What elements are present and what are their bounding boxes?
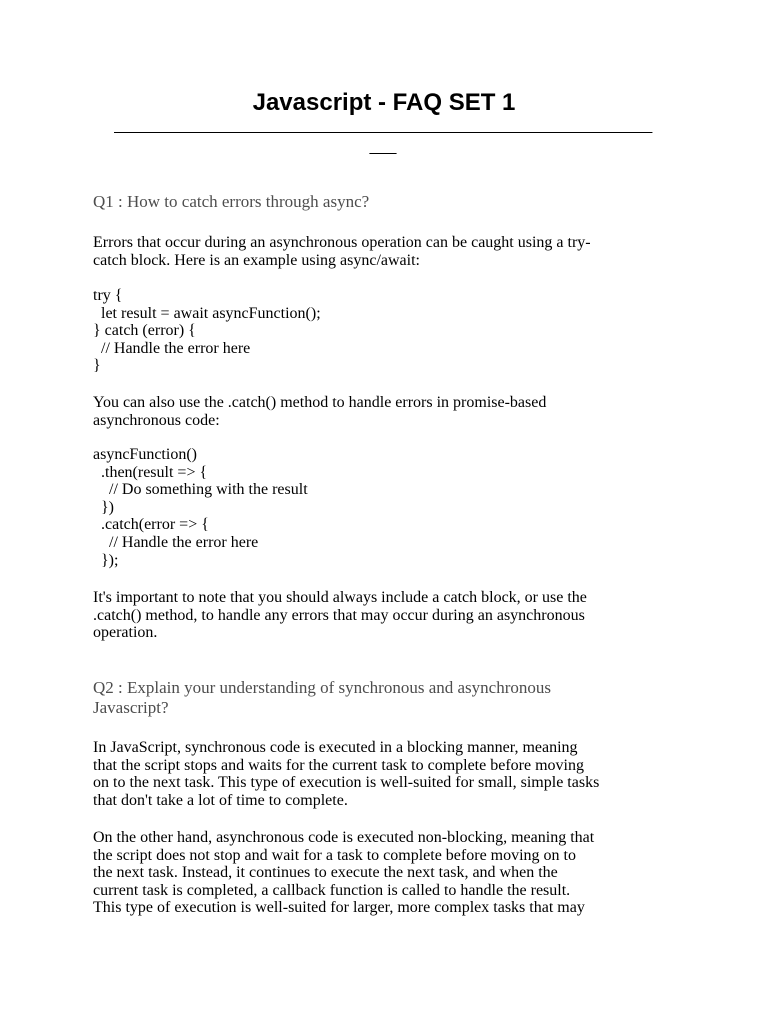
title-underline: ________________________________________________________________	[114, 117, 652, 134]
q1-try-catch-code: try { let result = await asyncFunction(); } catch (error) { // Handle the error here }	[93, 287, 321, 375]
q2-synchronous-paragraph: In JavaScript, synchronous code is executed in a blocking manner, meaning that the script stops and waits for the current task to complete before moving on to the next task. This type of execution is well-suited for small, simple tasks that don't take a lot of time to complete.	[93, 739, 600, 809]
q1-promise-code: asyncFunction() .then(result => { // Do something with the result }) .catch(error => { // Handle the error here });	[93, 446, 308, 569]
q2-asynchronous-paragraph: On the other hand, asynchronous code is executed non-blocking, meaning that the script does not stop and wait for a task to complete before moving on to the next task. Instead, it continues to execute the next task, and when the current task is completed, a callback function is called to handle the result. This type of execution is well-suited for larger, more complex tasks that may	[93, 829, 595, 917]
document-page	[93, 0, 675, 1024]
q1-question: Q1 : How to catch errors through async?	[93, 192, 370, 211]
title-underline-tail: ___	[369, 138, 397, 155]
q1-note-paragraph: It's important to note that you should always include a catch block, or use the .catch() method, to handle any errors that may occur during an asynchronous operation.	[93, 589, 587, 642]
q1-intro-paragraph: Errors that occur during an asynchronous operation can be caught using a try- catch block. Here is an example using async/await:	[93, 234, 591, 269]
document-title: Javascript - FAQ SET 1	[252, 89, 516, 116]
q1-catch-method-paragraph: You can also use the .catch() method to handle errors in promise-based asynchronous code:	[93, 394, 547, 429]
q2-question: Q2 : Explain your understanding of synchronous and asynchronous Javascript?	[93, 678, 551, 717]
